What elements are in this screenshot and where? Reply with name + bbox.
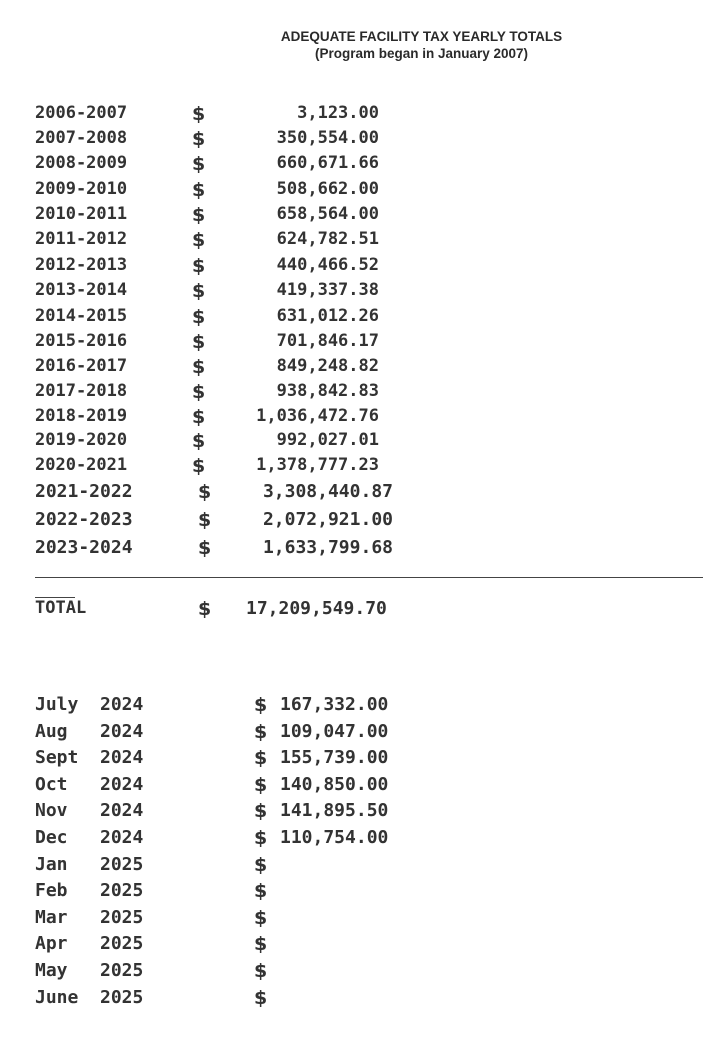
yearly-row <box>0 280 703 304</box>
currency-symbol: $ <box>254 800 268 822</box>
fiscal-year-label: 2018-2019 <box>35 406 128 426</box>
monthly-amount: 140,850.00 <box>280 774 389 795</box>
monthly-row <box>0 880 703 904</box>
fiscal-year-label: 2007-2008 <box>35 128 128 148</box>
fiscal-year-label: 2016-2017 <box>35 356 128 376</box>
monthly-row <box>0 774 703 798</box>
currency-symbol: $ <box>192 229 206 251</box>
month-year: 2025 <box>100 907 144 928</box>
currency-symbol: $ <box>192 204 206 226</box>
monthly-amount: 141,895.50 <box>280 800 389 821</box>
fiscal-year-label: 2021-2022 <box>35 481 133 502</box>
total-currency: $ <box>198 598 212 620</box>
currency-symbol: $ <box>192 280 206 302</box>
currency-symbol: $ <box>254 774 268 796</box>
monthly-amount: 155,739.00 <box>280 747 389 768</box>
month-label: Nov <box>35 800 68 821</box>
month-year: 2025 <box>100 987 144 1008</box>
currency-symbol: $ <box>192 103 206 125</box>
monthly-row <box>0 907 703 931</box>
fiscal-year-label: 2009-2010 <box>35 179 128 199</box>
month-label: Sept <box>35 747 79 768</box>
yearly-row <box>0 430 703 454</box>
document-header <box>0 28 703 62</box>
total-row <box>0 598 703 622</box>
month-label: May <box>35 960 68 981</box>
currency-symbol: $ <box>192 356 206 378</box>
yearly-row <box>0 153 703 177</box>
monthly-amount: 110,754.00 <box>280 827 389 848</box>
month-label: Mar <box>35 907 68 928</box>
currency-symbol: $ <box>198 537 212 559</box>
month-year: 2024 <box>100 721 144 742</box>
fiscal-year-label: 2006-2007 <box>35 103 128 123</box>
month-label: Oct <box>35 774 68 795</box>
currency-symbol: $ <box>192 153 206 175</box>
fiscal-year-label: 2022-2023 <box>35 509 133 530</box>
yearly-row <box>0 406 703 430</box>
total-label: TOTAL <box>35 598 87 618</box>
monthly-row <box>0 827 703 851</box>
month-label: Dec <box>35 827 68 848</box>
currency-symbol: $ <box>192 455 206 477</box>
yearly-amount: 992,027.01 <box>276 430 379 450</box>
yearly-amount: 2,072,921.00 <box>262 509 393 530</box>
monthly-row <box>0 987 703 1011</box>
currency-symbol: $ <box>192 381 206 403</box>
yearly-amount: 440,466.52 <box>276 255 379 275</box>
currency-symbol: $ <box>192 179 206 201</box>
currency-symbol: $ <box>192 406 206 428</box>
fiscal-year-label: 2014-2015 <box>35 306 128 326</box>
month-label: Feb <box>35 880 68 901</box>
fiscal-year-label: 2023-2024 <box>35 537 133 558</box>
currency-symbol: $ <box>198 481 212 503</box>
yearly-row <box>0 128 703 152</box>
yearly-row <box>0 255 703 279</box>
month-label: Jan <box>35 854 68 875</box>
fiscal-year-label: 2012-2013 <box>35 255 128 275</box>
monthly-amount: 109,047.00 <box>280 721 389 742</box>
month-year: 2024 <box>100 747 144 768</box>
monthly-row <box>0 694 703 718</box>
currency-symbol: $ <box>198 509 212 531</box>
yearly-amount: 631,012.26 <box>276 306 379 326</box>
currency-symbol: $ <box>192 430 206 452</box>
month-label: Apr <box>35 933 68 954</box>
monthly-row <box>0 747 703 771</box>
month-label: June <box>35 987 79 1008</box>
yearly-row <box>0 306 703 330</box>
fiscal-year-label: 2011-2012 <box>35 229 128 249</box>
yearly-row <box>0 204 703 228</box>
month-year: 2024 <box>100 694 144 715</box>
monthly-row <box>0 800 703 824</box>
monthly-row <box>0 960 703 984</box>
yearly-row <box>0 356 703 380</box>
yearly-amount: 658,564.00 <box>276 204 379 224</box>
yearly-amount: 350,554.00 <box>276 128 379 148</box>
currency-symbol: $ <box>254 960 268 982</box>
currency-symbol: $ <box>254 747 268 769</box>
monthly-amount: 167,332.00 <box>280 694 389 715</box>
fiscal-year-label: 2019-2020 <box>35 430 128 450</box>
month-label: July <box>35 694 79 715</box>
yearly-row <box>0 103 703 127</box>
month-year: 2025 <box>100 880 144 901</box>
yearly-amount: 624,782.51 <box>276 229 379 249</box>
yearly-row <box>0 509 703 533</box>
yearly-row <box>0 381 703 405</box>
fiscal-year-label: 2015-2016 <box>35 331 128 351</box>
yearly-row <box>0 331 703 355</box>
currency-symbol: $ <box>254 907 268 929</box>
yearly-row <box>0 537 703 561</box>
currency-symbol: $ <box>254 854 268 876</box>
currency-symbol: $ <box>254 987 268 1009</box>
month-year: 2025 <box>100 933 144 954</box>
fiscal-year-label: 2010-2011 <box>35 204 128 224</box>
yearly-amount: 1,633,799.68 <box>262 537 393 558</box>
monthly-row <box>0 721 703 745</box>
yearly-amount: 419,337.38 <box>276 280 379 300</box>
yearly-amount: 3,308,440.87 <box>262 481 393 502</box>
total-amount: 17,209,549.70 <box>246 598 387 619</box>
page-subtitle: (Program began in January 2007) <box>314 46 529 61</box>
currency-symbol: $ <box>192 306 206 328</box>
currency-symbol: $ <box>254 880 268 902</box>
monthly-row <box>0 933 703 957</box>
yearly-amount: 1,036,472.76 <box>256 406 379 426</box>
currency-symbol: $ <box>192 331 206 353</box>
currency-symbol: $ <box>254 933 268 955</box>
fiscal-year-label: 2020-2021 <box>35 455 128 475</box>
page-title: ADEQUATE FACILITY TAX YEARLY TOTALS <box>280 29 563 44</box>
month-year: 2024 <box>100 800 144 821</box>
fiscal-year-label: 2008-2009 <box>35 153 128 173</box>
yearly-amount: 660,671.66 <box>276 153 379 173</box>
currency-symbol: $ <box>192 128 206 150</box>
table-divider <box>35 577 703 578</box>
yearly-row <box>0 229 703 253</box>
yearly-amount: 508,662.00 <box>276 179 379 199</box>
yearly-row <box>0 481 703 505</box>
monthly-row <box>0 854 703 878</box>
currency-symbol: $ <box>192 255 206 277</box>
currency-symbol: $ <box>254 721 268 743</box>
yearly-row <box>0 179 703 203</box>
yearly-amount: 701,846.17 <box>276 331 379 351</box>
currency-symbol: $ <box>254 694 268 716</box>
yearly-amount: 849,248.82 <box>276 356 379 376</box>
month-year: 2024 <box>100 827 144 848</box>
fiscal-year-label: 2013-2014 <box>35 280 128 300</box>
yearly-row <box>0 455 703 479</box>
yearly-amount: 938,842.83 <box>276 381 379 401</box>
month-year: 2025 <box>100 854 144 875</box>
month-year: 2024 <box>100 774 144 795</box>
yearly-amount: 1,378,777.23 <box>256 455 379 475</box>
yearly-amount: 3,123.00 <box>297 103 379 123</box>
currency-symbol: $ <box>254 827 268 849</box>
month-year: 2025 <box>100 960 144 981</box>
month-label: Aug <box>35 721 68 742</box>
fiscal-year-label: 2017-2018 <box>35 381 128 401</box>
